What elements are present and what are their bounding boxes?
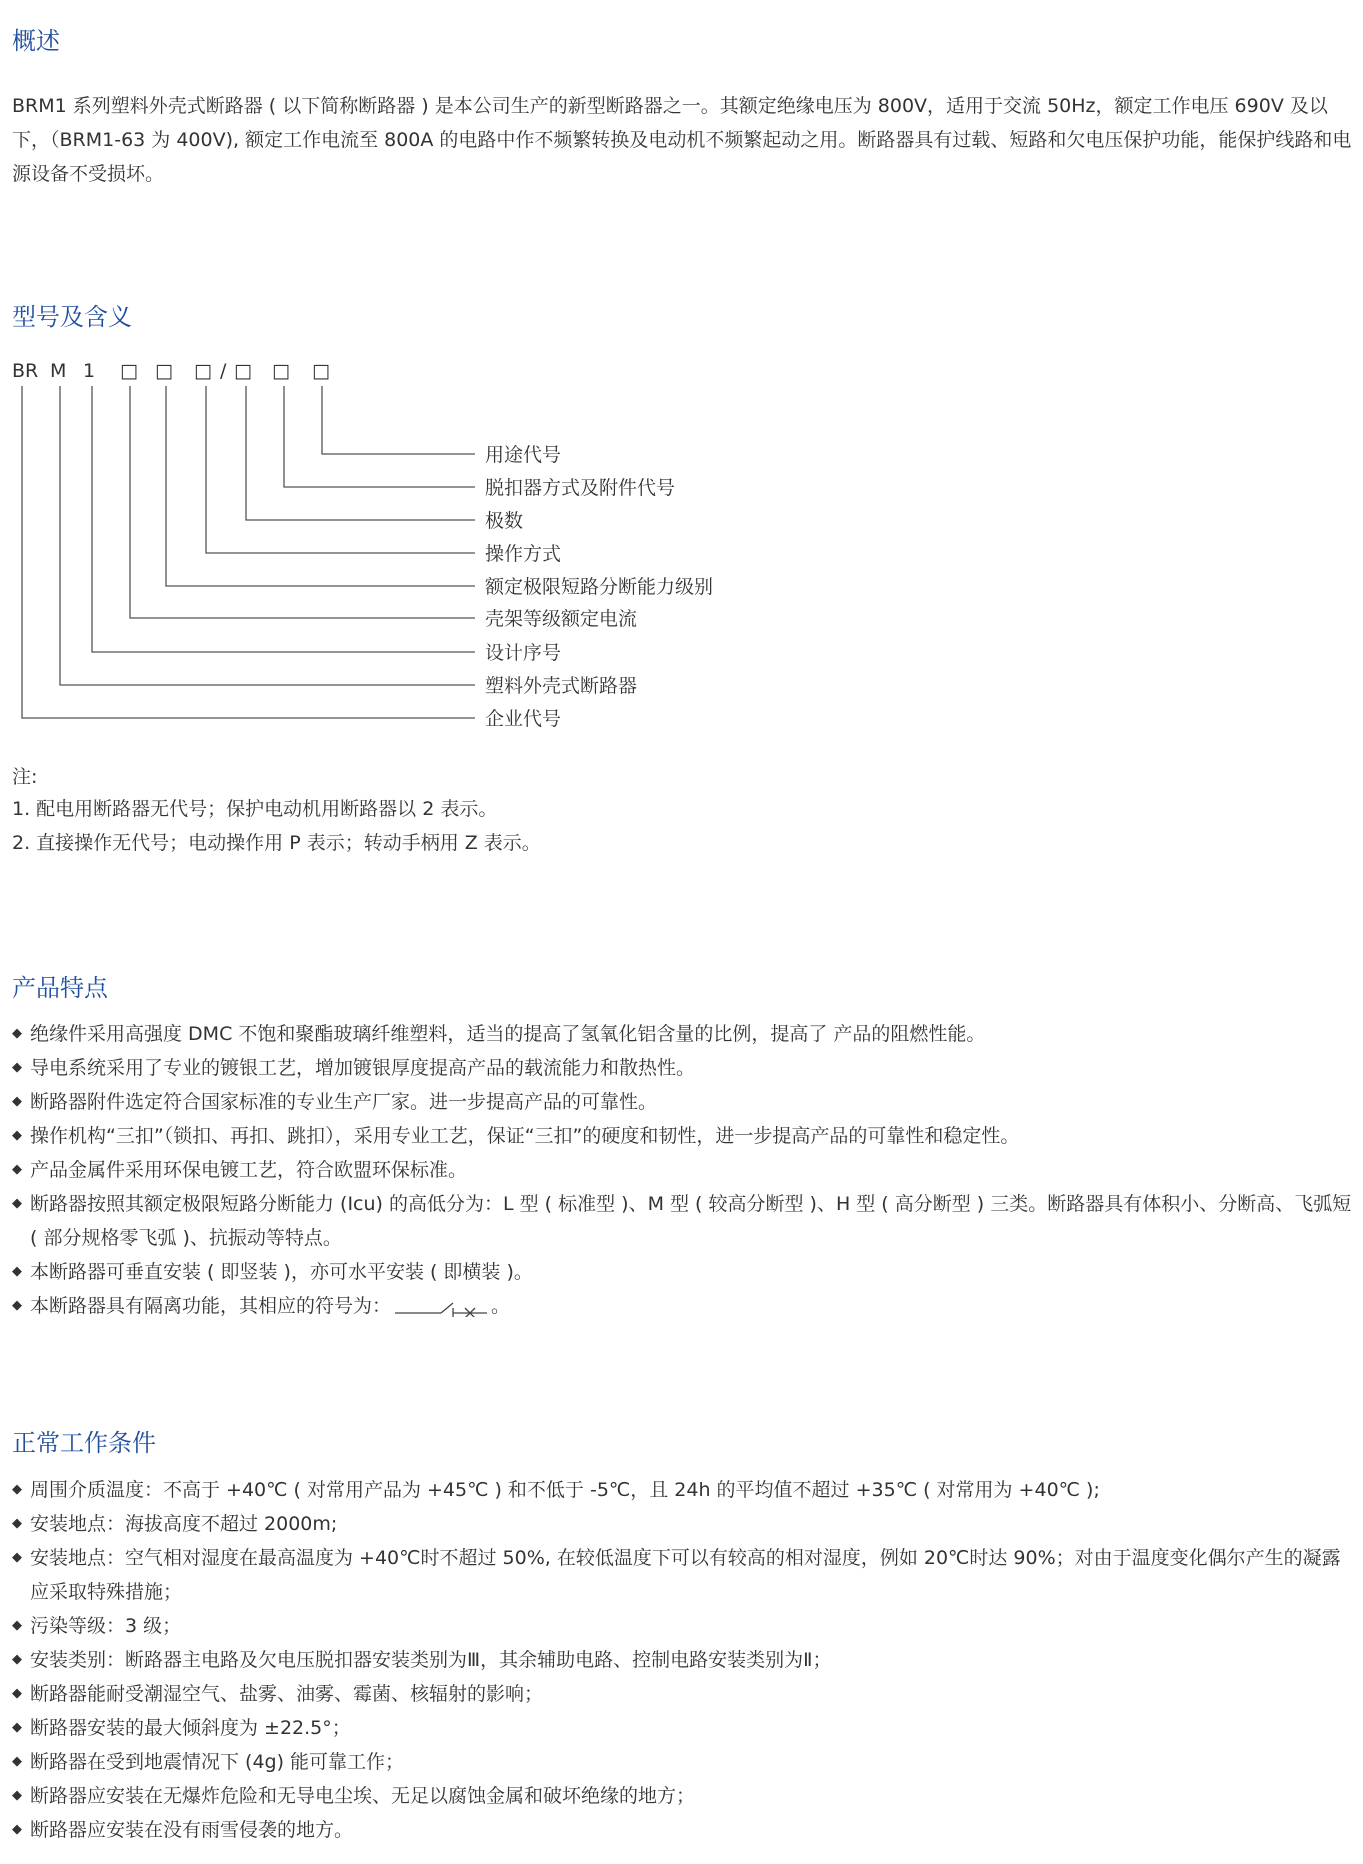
diamond-bullet-icon: ◆ [12, 1162, 22, 1177]
model-heading: 型号及含义 [12, 303, 132, 331]
diamond-bullet-icon: ◆ [12, 1094, 22, 1109]
diamond-bullet-icon: ◆ [12, 1788, 22, 1803]
diamond-bullet-icon: ◆ [12, 1264, 22, 1279]
list-item: ◆ 本断路器具有隔离功能，其相应的符号为： 。 [12, 1289, 1357, 1323]
diamond-bullet-icon: ◆ [12, 1298, 22, 1313]
list-item: ◆ 断路器按照其额定极限短路分断能力 (Icu) 的高低分为：L 型 ( 标准型 )、M 型 ( 较高分断型 )、H 型 ( 高分断型 ) 三类。断路器具有体积小、分断高、飞弧短 ( 部分规格零飞弧 )、抗振动等特点。 [12, 1187, 1357, 1255]
code-box-5: □ [272, 360, 290, 382]
code-m: M [50, 360, 67, 382]
code-box-3: □ [194, 360, 212, 382]
list-item: ◆ 产品金属件采用环保电镀工艺，符合欧盟环保标准。 [12, 1153, 1357, 1187]
overview-text: BRM1 系列塑料外壳式断路器 ( 以下简称断路器 ) 是本公司生产的新型断路器之一。其额定绝缘电压为 800V，适用于交流 50Hz，额定工作电压 690V 及以下，（BRM1-63 为 400V), 额定工作电流至 800A 的电路中作不频繁转换及电动机不频繁起动之用。断路器具有过载、短路和欠电压保护功能，能保护线路和电源设备不受损坏。 [12, 95, 1352, 185]
diamond-bullet-icon: ◆ [12, 1686, 22, 1701]
diamond-bullet-icon: ◆ [12, 1482, 22, 1497]
label-design-number: 设计序号 [485, 642, 562, 664]
note-2: 2. 直接操作无代号；电动操作用 P 表示；转动手柄用 Z 表示。 [12, 832, 541, 854]
overview-heading: 概述 [12, 27, 60, 55]
diamond-bullet-icon: ◆ [12, 1516, 22, 1531]
code-br: BR [12, 360, 39, 382]
label-poles: 极数 [485, 510, 524, 532]
diamond-bullet-icon: ◆ [12, 1196, 22, 1211]
diamond-bullet-icon: ◆ [12, 1026, 22, 1041]
code-1: 1 [83, 360, 96, 382]
diamond-bullet-icon: ◆ [12, 1822, 22, 1837]
model-code-diagram [0, 350, 760, 735]
label-breaking-capacity: 额定极限短路分断能力级别 [485, 576, 714, 598]
conditions-list [12, 1473, 1357, 1847]
code-box-1: □ [120, 360, 138, 382]
diamond-bullet-icon: ◆ [12, 1652, 22, 1667]
list-item: ◆ 断路器能耐受潮湿空气、盐雾、油雾、霉菌、核辐射的影响； [12, 1677, 1357, 1711]
list-item: ◆ 操作机构“三扣”（锁扣、再扣、跳扣），采用专业工艺，保证“三扣”的硬度和韧性，进一步提高产品的可靠性和稳定性。 [12, 1119, 1357, 1153]
list-item: ◆ 断路器安装的最大倾斜度为 ±22.5°； [12, 1711, 1357, 1745]
conditions-heading: 正常工作条件 [12, 1429, 156, 1457]
features-list [12, 1017, 1357, 1323]
diamond-bullet-icon: ◆ [12, 1550, 22, 1565]
label-release-code: 脱扣器方式及附件代号 [485, 477, 676, 499]
diamond-bullet-icon: ◆ [12, 1618, 22, 1633]
label-mccb: 塑料外壳式断路器 [485, 675, 638, 697]
diamond-bullet-icon: ◆ [12, 1060, 22, 1075]
label-operation: 操作方式 [485, 543, 562, 565]
note-1: 1. 配电用断路器无代号；保护电动机用断路器以 2 表示。 [12, 798, 498, 820]
list-item: ◆ 绝缘件采用高强度 DMC 不饱和聚酯玻璃纤维塑料，适当的提高了氢氧化铝含量的比例，提高了 产品的阻燃性能。 [12, 1017, 1357, 1051]
diamond-bullet-icon: ◆ [12, 1754, 22, 1769]
list-item: ◆ 污染等级：3 级； [12, 1609, 1357, 1643]
code-slash: / [220, 360, 227, 382]
code-box-6: □ [312, 360, 330, 382]
list-item: ◆ 导电系统采用了专业的镀银工艺，增加镀银厚度提高产品的载流能力和散热性。 [12, 1051, 1357, 1085]
label-usage-code: 用途代号 [485, 444, 562, 466]
list-item: ◆ 周围介质温度：不高于 +40℃ ( 对常用产品为 +45℃ ) 和不低于 -5℃，且 24h 的平均值不超过 +35℃ ( 对常用为 +40℃ ); [12, 1473, 1357, 1507]
list-item: ◆ 断路器在受到地震情况下 (4g) 能可靠工作； [12, 1745, 1357, 1779]
code-box-4: □ [234, 360, 252, 382]
diamond-bullet-icon: ◆ [12, 1720, 22, 1735]
list-item: ◆ 断路器应安装在无爆炸危险和无导电尘埃、无足以腐蚀金属和破坏绝缘的地方； [12, 1779, 1357, 1813]
features-heading: 产品特点 [12, 974, 108, 1002]
diamond-bullet-icon: ◆ [12, 1128, 22, 1143]
note-title: 注: [12, 766, 38, 788]
code-box-2: □ [155, 360, 173, 382]
list-item: ◆ 安装地点：海拔高度不超过 2000m; [12, 1507, 1357, 1541]
list-item: ◆ 安装地点：空气相对湿度在最高温度为 +40℃时不超过 50%, 在较低温度下可以有较高的相对湿度，例如 20℃时达 90%；对由于温度变化偶尔产生的凝露应采取特殊措施； [12, 1541, 1357, 1609]
list-item: ◆ 安装类别：断路器主电路及欠电压脱扣器安装类别为Ⅲ，其余辅助电路、控制电路安装类别为Ⅱ； [12, 1643, 1357, 1677]
isolation-symbol-icon [391, 1297, 491, 1317]
list-item: ◆ 断路器应安装在没有雨雪侵袭的地方。 [12, 1813, 1357, 1847]
label-frame-current: 壳架等级额定电流 [485, 608, 638, 630]
list-item: ◆ 本断路器可垂直安装 ( 即竖装 )，亦可水平安装 ( 即横装 )。 [12, 1255, 1357, 1289]
connector-lines [22, 386, 475, 718]
list-item: ◆ 断路器附件选定符合国家标准的专业生产厂家。进一步提高产品的可靠性。 [12, 1085, 1357, 1119]
label-company-code: 企业代号 [485, 708, 562, 730]
